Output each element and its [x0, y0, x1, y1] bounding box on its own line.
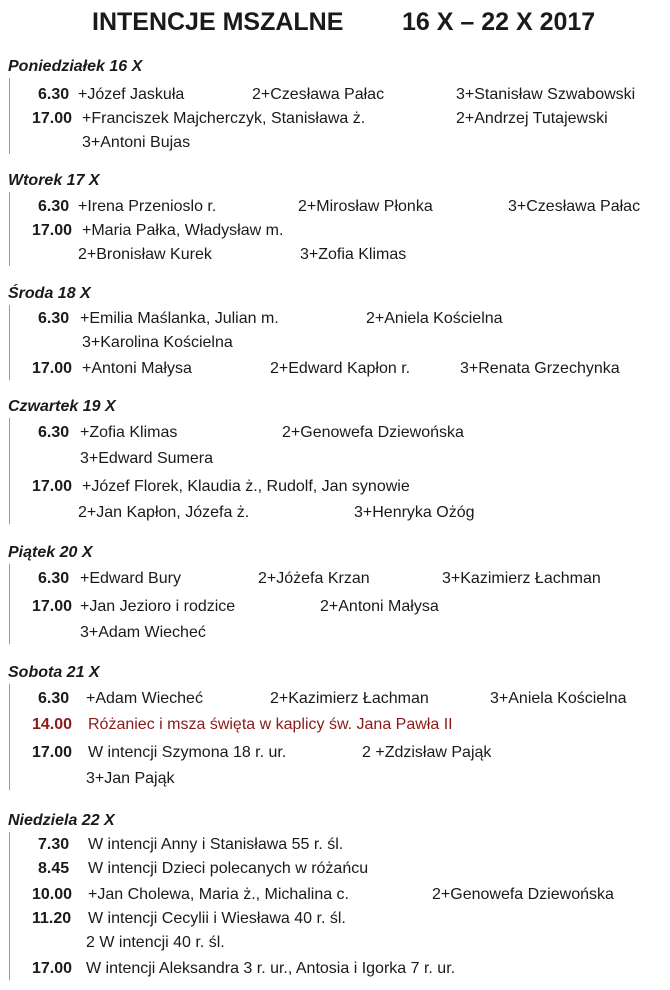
intention-text: +Emilia Maślanka, Julian m.: [80, 310, 279, 327]
intention-line: [0, 246, 670, 266]
intention-line: [0, 744, 670, 764]
title-text: INTENCJE MSZALNE: [92, 8, 344, 36]
day-heading: Poniedziałek 16 X: [8, 58, 143, 75]
mass-time: 14.00: [32, 716, 73, 733]
intention-text: W intencji Aleksandra 3 r. ur., Antosia i Igorka 7 r. ur.: [86, 960, 456, 977]
day-heading: Wtorek 17 X: [8, 172, 100, 189]
intention-line: [0, 450, 670, 470]
intention-text: 3+Aniela Kościelna: [490, 690, 627, 707]
intention-text: 2+Genowefa Dziewońska: [282, 424, 464, 441]
intention-text: +Irena Przenioslo r.: [78, 198, 217, 215]
day-heading: Niedziela 22 X: [8, 812, 115, 829]
intention-text: +Józef Florek, Klaudia ż., Rudolf, Jan synowie: [82, 478, 410, 495]
intention-line: [0, 134, 670, 154]
mass-time: 17.00: [32, 360, 73, 377]
intention-text: 3+Karolina Kościelna: [82, 334, 233, 351]
intention-text: 2+Jóżefa Krzan: [258, 570, 370, 587]
mass-time: 17.00: [32, 960, 73, 977]
intention-text: 3+Henryka Ożóg: [354, 504, 475, 521]
intention-text: 3+Adam Wiecheć: [80, 624, 206, 641]
mass-time: 17.00: [32, 110, 73, 127]
intention-line: [0, 360, 670, 380]
intention-text: 3+Edward Sumera: [80, 450, 213, 467]
intention-text: 3+Jan Pająk: [86, 770, 175, 787]
mass-time: 6.30: [38, 310, 70, 327]
intention-text: W intencji Szymona 18 r. ur.: [88, 744, 287, 761]
intention-line: [0, 334, 670, 354]
intention-text: +Franciszek Majcherczyk, Stanisława ż.: [82, 110, 366, 127]
intention-line: [0, 504, 670, 524]
intention-text: 2+Edward Kapłon r.: [270, 360, 411, 377]
intention-text: 3+Czesława Pałac: [508, 198, 641, 215]
intention-line: [0, 860, 670, 880]
intention-text: +Edward Bury: [80, 570, 181, 587]
intention-text: 2+Antoni Małysa: [320, 598, 439, 615]
intention-text: 2 +Zdzisław Pająk: [362, 744, 492, 761]
intention-text: 2+Czesława Pałac: [252, 86, 385, 103]
intention-line: [0, 836, 670, 856]
intention-line: [0, 960, 670, 980]
intention-text: 2+Aniela Kościelna: [366, 310, 503, 327]
intention-text: 3+Kazimierz Łachman: [442, 570, 601, 587]
mass-time: 10.00: [32, 886, 73, 903]
mass-time: 17.00: [32, 478, 73, 495]
page-title: [0, 8, 670, 40]
intention-text: +Zofia Klimas: [80, 424, 178, 441]
intention-line: [0, 690, 670, 710]
intention-text: W intencji Anny i Stanisława 55 r. śl.: [88, 836, 344, 853]
intention-line: [0, 910, 670, 930]
intention-line: [0, 570, 670, 590]
intention-text: 3+Renata Grzechynka: [460, 360, 620, 377]
intention-text: 3+Zofia Klimas: [300, 246, 407, 263]
day-heading: Środa 18 X: [8, 285, 91, 302]
mass-time: 17.00: [32, 222, 73, 239]
intention-line: [0, 110, 670, 130]
mass-time: 6.30: [38, 86, 70, 103]
intention-text: +Jan Cholewa, Maria ż., Michalina c.: [88, 886, 349, 903]
intention-text: W intencji Dzieci polecanych w różańcu: [88, 860, 369, 877]
intention-text: 2+Andrzej Tutajewski: [456, 110, 608, 127]
intention-text: +Józef Jaskuła: [78, 86, 185, 103]
mass-time: 6.30: [38, 198, 70, 215]
mass-time: 17.00: [32, 598, 73, 615]
intention-text: +Maria Pałka, Władysław m.: [82, 222, 284, 239]
intention-text: +Adam Wiecheć: [86, 690, 203, 707]
intention-line: [0, 222, 670, 242]
intention-line: [0, 198, 670, 218]
intention-line: [0, 770, 670, 790]
intention-line: [0, 886, 670, 906]
intention-line: [0, 598, 670, 618]
intention-text: 3+Antoni Bujas: [82, 134, 191, 151]
intention-text: +Antoni Małysa: [82, 360, 192, 377]
mass-time: 6.30: [38, 424, 70, 441]
title-dates: 16 X – 22 X 2017: [402, 8, 596, 36]
intention-line: [0, 310, 670, 330]
day-heading: Sobota 21 X: [8, 664, 100, 681]
intention-text: 2+Kazimierz Łachman: [270, 690, 429, 707]
intention-text: 2+Genowefa Dziewońska: [432, 886, 614, 903]
mass-time: 6.30: [38, 570, 70, 587]
intention-text: 2+Jan Kapłon, Józefa ż.: [78, 504, 250, 521]
day-heading: Piątek 20 X: [8, 544, 93, 561]
mass-time: 8.45: [38, 860, 70, 877]
day-heading: Czwartek 19 X: [8, 398, 116, 415]
intention-text: 2 W intencji 40 r. śl.: [86, 934, 225, 951]
mass-time: 11.20: [32, 910, 72, 927]
intention-text: +Jan Jezioro i rodzice: [80, 598, 236, 615]
intention-line: [0, 934, 670, 954]
intention-text: W intencji Cecylii i Wiesława 40 r. śl.: [88, 910, 346, 927]
intention-text: 3+Stanisław Szwabowski: [456, 86, 636, 103]
mass-time: 7.30: [38, 836, 70, 853]
intention-line: [0, 86, 670, 106]
mass-time: 17.00: [32, 744, 73, 761]
intention-text: 2+Bronisław Kurek: [78, 246, 212, 263]
intention-line: [0, 424, 670, 444]
intention-line: [0, 478, 670, 498]
intention-text: 2+Mirosław Płonka: [298, 198, 433, 215]
intention-text: Różaniec i msza święta w kaplicy św. Jana Pawła II: [88, 716, 453, 733]
mass-time: 6.30: [38, 690, 70, 707]
intention-line: [0, 716, 670, 736]
intention-line: [0, 624, 670, 644]
